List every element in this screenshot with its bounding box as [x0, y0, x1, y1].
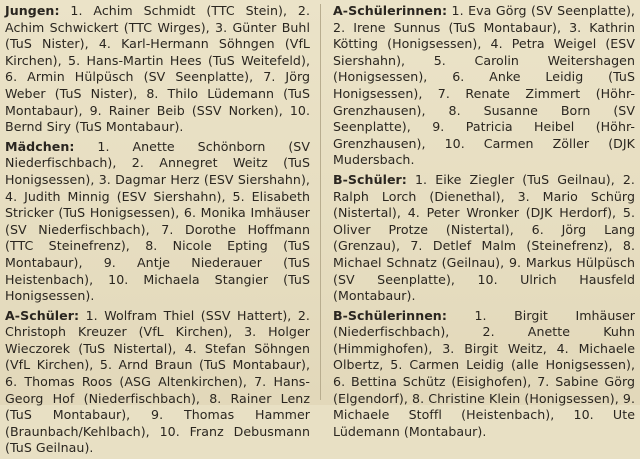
section-text: 1. Wolfram Thiel (SSV Hattert), 2. Christoph Kreuzer (VfL Kirchen), 3. Holger Wieczorek (TuS Nistertal), 4. Stefan Söhngen (VfL Kirchen), 5. Arnd Braun (TuS Montabaur), 6. Thomas Roos (ASG Altenkirchen), 7. Hans-Georg Hof (Niederfischbach), 8. Rainer Lenz (TuS Montabaur), 9. Thomas Hammer (Braunbach/Kehlbach), 10. Franz Debusmann (TuS Geilnau).: [5, 307, 310, 456]
b-schuelerinnen-results: [333, 308, 635, 441]
section-text: 1. Birgit Imhäuser (Niederfischbach), 2. Anette Kuhn (Himmighofen), 3. Birgit Weitz, 4. Michaele Olbertz, 5. Carmen Leidig (alle Honigsessen), 6. Bettina Schütz (Eisighofen), 7. Sabine Görg (Elgendorf), 8. Christine Klein (Honigsessen), 9. Michaele Stoffl (Heistenbach), 10. Ute Lüdemann (Montabaur).: [333, 307, 635, 439]
section-text: 1. Anette Schönborn (SV Niederfischbach), 2. Annegret Weitz (TuS Honigsessen), 3. Dagmar Herz (ESV Siershahn), 4. Judith Minnig (ESV Siershahn), 5. Elisabeth Stricker (TuS Honigsessen), 6. Monika Imhäuser (SV Niederfischbach), 7. Dorothe Hoffmann (TTC Steinefrenz), 8. Nicole Epting (TuS Montabaur), 9. Antje Niederauer (TuS Heistenbach), 10. Michaela Stangier (TuS Honigsessen).: [5, 138, 310, 304]
a-schuelerinnen-results: [333, 3, 635, 169]
section-heading: B-Schüler:: [333, 171, 407, 187]
right-column: [333, 3, 635, 442]
section-heading: B-Schülerinnen:: [333, 307, 447, 323]
section-text: 1. Eva Görg (SV Seenplatte), 2. Irene Sunnus (TuS Montabaur), 3. Kathrin Kötting (Honigsessen), 4. Petra Weigel (ESV Siershahn), 5. Carolin Weitershagen (Honigsessen), 6. Anke Leidig (TuS Honigsessen), 7. Renate Zimmert (Höhr-Grenzhausen), 8. Susanne Born (SV Seenplatte), 9. Patricia Heibel (Höhr-Grenzhausen), 10. Carmen Zöller (DJK Mudersbach.: [333, 3, 635, 168]
left-column: [5, 3, 310, 459]
jungen-results: [5, 3, 310, 136]
section-heading: Jungen:: [5, 3, 60, 18]
section-heading: Mädchen:: [5, 138, 75, 154]
b-schueler-results: [333, 172, 635, 305]
section-text: 1. Eike Ziegler (TuS Geilnau), 2. Ralph Lorch (Dienethal), 3. Mario Schürg (Nistertal), 4. Peter Wronker (DJK Herdorf), 5. Oliver Protze (Nistertal), 6. Jörg Lang (Grenzau), 7. Detlef Malm (Steinefrenz), 8. Michael Schnatz (Geilnau), 9. Markus Hülpüsch (SV Seenplatte), 10. Ulrich Hausfeld (Montabaur).: [333, 171, 635, 304]
section-heading: A-Schülerinnen:: [333, 3, 448, 18]
maedchen-results: [5, 139, 310, 305]
column-divider: [320, 4, 321, 400]
section-text: 1. Achim Schmidt (TTC Stein), 2. Achim Schwickert (TTC Wirges), 3. Günter Buhl (TuS Nister), 4. Karl-Hermann Söhngen (VfL Kirchen), 5. Hans-Martin Hees (TuS Weitefeld), 6. Armin Hülpüsch (SV Seenplatte), 7. Jörg Weber (TuS Nister), 8. Thilo Lüdemann (TuS Montabaur), 9. Rainer Beib (SSV Norken), 10. Bernd Siry (TuS Montabaur).: [5, 3, 310, 135]
section-heading: A-Schüler:: [5, 307, 80, 323]
a-schueler-results: [5, 308, 310, 457]
